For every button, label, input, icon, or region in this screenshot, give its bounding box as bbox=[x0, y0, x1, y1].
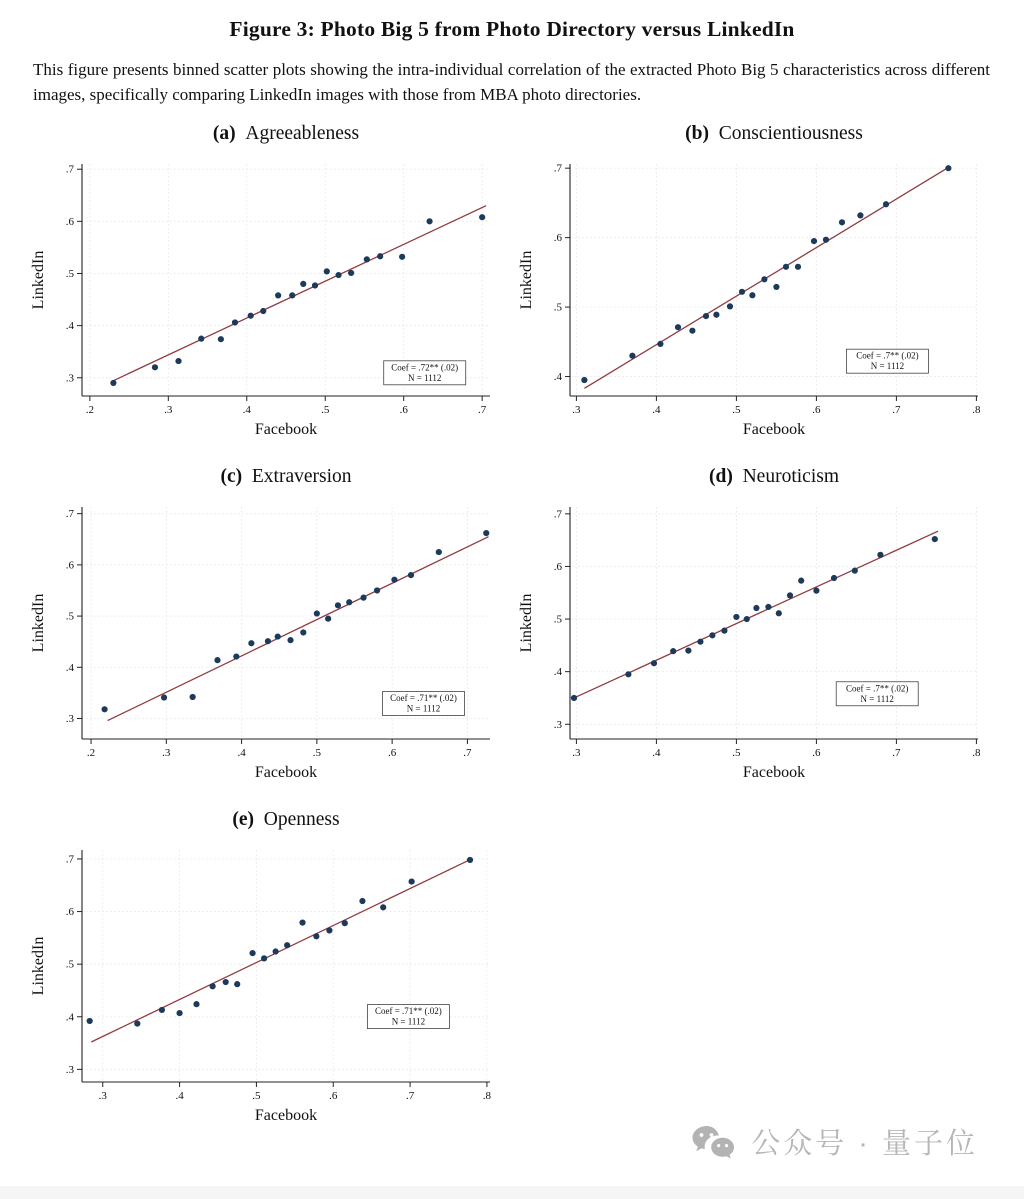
svg-text:N = 1112: N = 1112 bbox=[408, 372, 442, 383]
svg-text:Coef = .7** (.02): Coef = .7** (.02) bbox=[846, 683, 909, 694]
svg-text:Coef = .7** (.02): Coef = .7** (.02) bbox=[856, 350, 919, 361]
watermark bbox=[690, 1121, 978, 1162]
svg-text:.3: .3 bbox=[65, 372, 74, 385]
subplot-title-c: (c) Extraversion bbox=[220, 466, 352, 487]
figure-title: Figure 3: Photo Big 5 from Photo Directory versus LinkedIn bbox=[229, 17, 795, 41]
svg-text:Coef = .71** (.02): Coef = .71** (.02) bbox=[390, 693, 457, 704]
tick-labels bbox=[554, 163, 981, 416]
svg-text:.5: .5 bbox=[65, 267, 74, 280]
svg-text:.7: .7 bbox=[405, 1090, 415, 1102]
svg-text:.6: .6 bbox=[329, 1090, 338, 1102]
svg-text:.7: .7 bbox=[65, 853, 74, 866]
coef-box bbox=[836, 682, 918, 706]
svg-text:.3: .3 bbox=[98, 1090, 107, 1102]
scatter-plot-e bbox=[28, 836, 498, 1128]
tick-labels bbox=[66, 853, 492, 1102]
svg-text:.7: .7 bbox=[463, 747, 472, 759]
svg-text:LinkedIn: LinkedIn bbox=[30, 936, 47, 996]
svg-text:.5: .5 bbox=[321, 404, 330, 416]
subplot-e bbox=[28, 809, 498, 1128]
svg-text:.5: .5 bbox=[553, 301, 562, 314]
svg-text:.3: .3 bbox=[572, 747, 581, 759]
svg-text:LinkedIn: LinkedIn bbox=[518, 250, 535, 310]
svg-text:LinkedIn: LinkedIn bbox=[518, 593, 535, 653]
subplot-a bbox=[28, 123, 498, 442]
svg-text:.7: .7 bbox=[553, 508, 562, 521]
gridlines bbox=[82, 850, 490, 1082]
subplot-c bbox=[28, 466, 498, 785]
svg-text:.7: .7 bbox=[553, 162, 562, 175]
svg-text:N = 1112: N = 1112 bbox=[860, 693, 894, 704]
svg-text:.4: .4 bbox=[242, 404, 251, 416]
svg-text:.7: .7 bbox=[892, 404, 901, 416]
svg-text:.5: .5 bbox=[65, 958, 74, 971]
svg-text:Coef = .71** (.02): Coef = .71** (.02) bbox=[374, 1006, 442, 1017]
subplot-b bbox=[516, 123, 986, 442]
svg-text:.3: .3 bbox=[164, 404, 173, 416]
coef-box bbox=[846, 349, 928, 373]
svg-text:.6: .6 bbox=[388, 747, 397, 759]
subplot-label: (d) bbox=[709, 466, 733, 487]
svg-text:.7: .7 bbox=[478, 404, 487, 416]
svg-text:.3: .3 bbox=[65, 1063, 74, 1076]
scatter-plot-a bbox=[28, 150, 498, 442]
scatter-plot-c bbox=[28, 493, 498, 785]
tick-labels bbox=[66, 508, 472, 759]
svg-text:N = 1112: N = 1112 bbox=[870, 361, 905, 372]
svg-text:.4: .4 bbox=[175, 1090, 184, 1102]
figure-caption: This figure presents binned scatter plots showing the intra-individual correlation of the extracted Photo Big 5 characteristics across different images, specifically comparing LinkedIn images with those from MBA photo directories. bbox=[33, 60, 990, 104]
subplot-title-d: (d) Neuroticism bbox=[709, 466, 839, 487]
subplot-label: (a) bbox=[212, 123, 236, 144]
svg-text:LinkedIn: LinkedIn bbox=[30, 593, 47, 653]
svg-text:N = 1112: N = 1112 bbox=[406, 703, 441, 714]
subplot-title-a: (a) Agreeableness bbox=[212, 123, 360, 144]
svg-text:.3: .3 bbox=[572, 404, 581, 416]
svg-text:.4: .4 bbox=[237, 747, 246, 759]
svg-text:.6: .6 bbox=[65, 906, 74, 919]
svg-text:.3: .3 bbox=[162, 747, 171, 759]
subplot-label: (e) bbox=[232, 809, 255, 830]
svg-text:.3: .3 bbox=[553, 718, 562, 731]
svg-text:.5: .5 bbox=[65, 610, 74, 623]
data-points bbox=[87, 857, 474, 1027]
data-points bbox=[110, 214, 485, 386]
svg-text:Facebook: Facebook bbox=[742, 764, 806, 781]
svg-text:Facebook: Facebook bbox=[742, 421, 806, 438]
svg-text:.4: .4 bbox=[65, 661, 74, 674]
svg-text:.7: .7 bbox=[65, 508, 74, 521]
svg-text:.7: .7 bbox=[65, 163, 74, 176]
subplot-title-e: (e) Openness bbox=[232, 809, 340, 830]
svg-text:.4: .4 bbox=[652, 404, 661, 416]
svg-text:.7: .7 bbox=[892, 747, 901, 759]
svg-text:Facebook: Facebook bbox=[254, 1107, 318, 1124]
footer-strip bbox=[0, 1186, 1024, 1199]
svg-text:.5: .5 bbox=[553, 613, 562, 626]
svg-text:.2: .2 bbox=[86, 747, 96, 759]
svg-text:.8: .8 bbox=[972, 747, 981, 759]
scatter-plot-b bbox=[516, 150, 986, 442]
svg-text:.6: .6 bbox=[65, 559, 74, 572]
coef-box bbox=[367, 1005, 449, 1029]
svg-text:.4: .4 bbox=[553, 371, 562, 384]
charts-grid bbox=[0, 123, 1024, 1128]
subplot-label: (c) bbox=[220, 466, 243, 487]
coef-box bbox=[384, 361, 466, 385]
svg-text:.8: .8 bbox=[972, 404, 981, 416]
svg-text:.4: .4 bbox=[553, 666, 562, 679]
svg-text:N = 1112: N = 1112 bbox=[391, 1016, 426, 1027]
svg-text:.2: .2 bbox=[85, 404, 94, 416]
svg-text:Coef = .72** (.02): Coef = .72** (.02) bbox=[391, 362, 459, 373]
svg-text:.6: .6 bbox=[553, 560, 562, 573]
svg-text:.4: .4 bbox=[65, 1011, 74, 1024]
data-points bbox=[101, 530, 489, 712]
svg-text:.6: .6 bbox=[65, 215, 74, 228]
svg-text:.5: .5 bbox=[732, 747, 741, 759]
svg-text:.4: .4 bbox=[65, 320, 74, 333]
subplot-d bbox=[516, 466, 986, 785]
svg-text:.3: .3 bbox=[65, 713, 74, 726]
svg-text:Facebook: Facebook bbox=[254, 421, 318, 438]
svg-text:.6: .6 bbox=[553, 232, 562, 245]
scatter-plot-d bbox=[516, 493, 986, 785]
subplot-title-b: (b) Conscientiousness bbox=[685, 123, 863, 144]
axes bbox=[82, 850, 490, 1082]
svg-text:.5: .5 bbox=[252, 1090, 261, 1102]
data-points bbox=[571, 536, 938, 701]
svg-text:.8: .8 bbox=[482, 1090, 492, 1102]
svg-text:.5: .5 bbox=[732, 404, 741, 416]
svg-text:.4: .4 bbox=[652, 747, 661, 759]
svg-text:.6: .6 bbox=[812, 747, 821, 759]
svg-text:.6: .6 bbox=[399, 404, 408, 416]
coef-box bbox=[382, 692, 464, 716]
svg-text:.6: .6 bbox=[812, 404, 821, 416]
tick-labels bbox=[554, 508, 981, 759]
watermark-text: 公众号 · 量子位 bbox=[751, 1128, 978, 1160]
svg-text:Facebook: Facebook bbox=[254, 764, 318, 781]
wechat-icon bbox=[690, 1123, 736, 1161]
svg-text:LinkedIn: LinkedIn bbox=[30, 250, 47, 310]
svg-text:.5: .5 bbox=[312, 747, 321, 759]
subplot-label: (b) bbox=[685, 123, 709, 144]
